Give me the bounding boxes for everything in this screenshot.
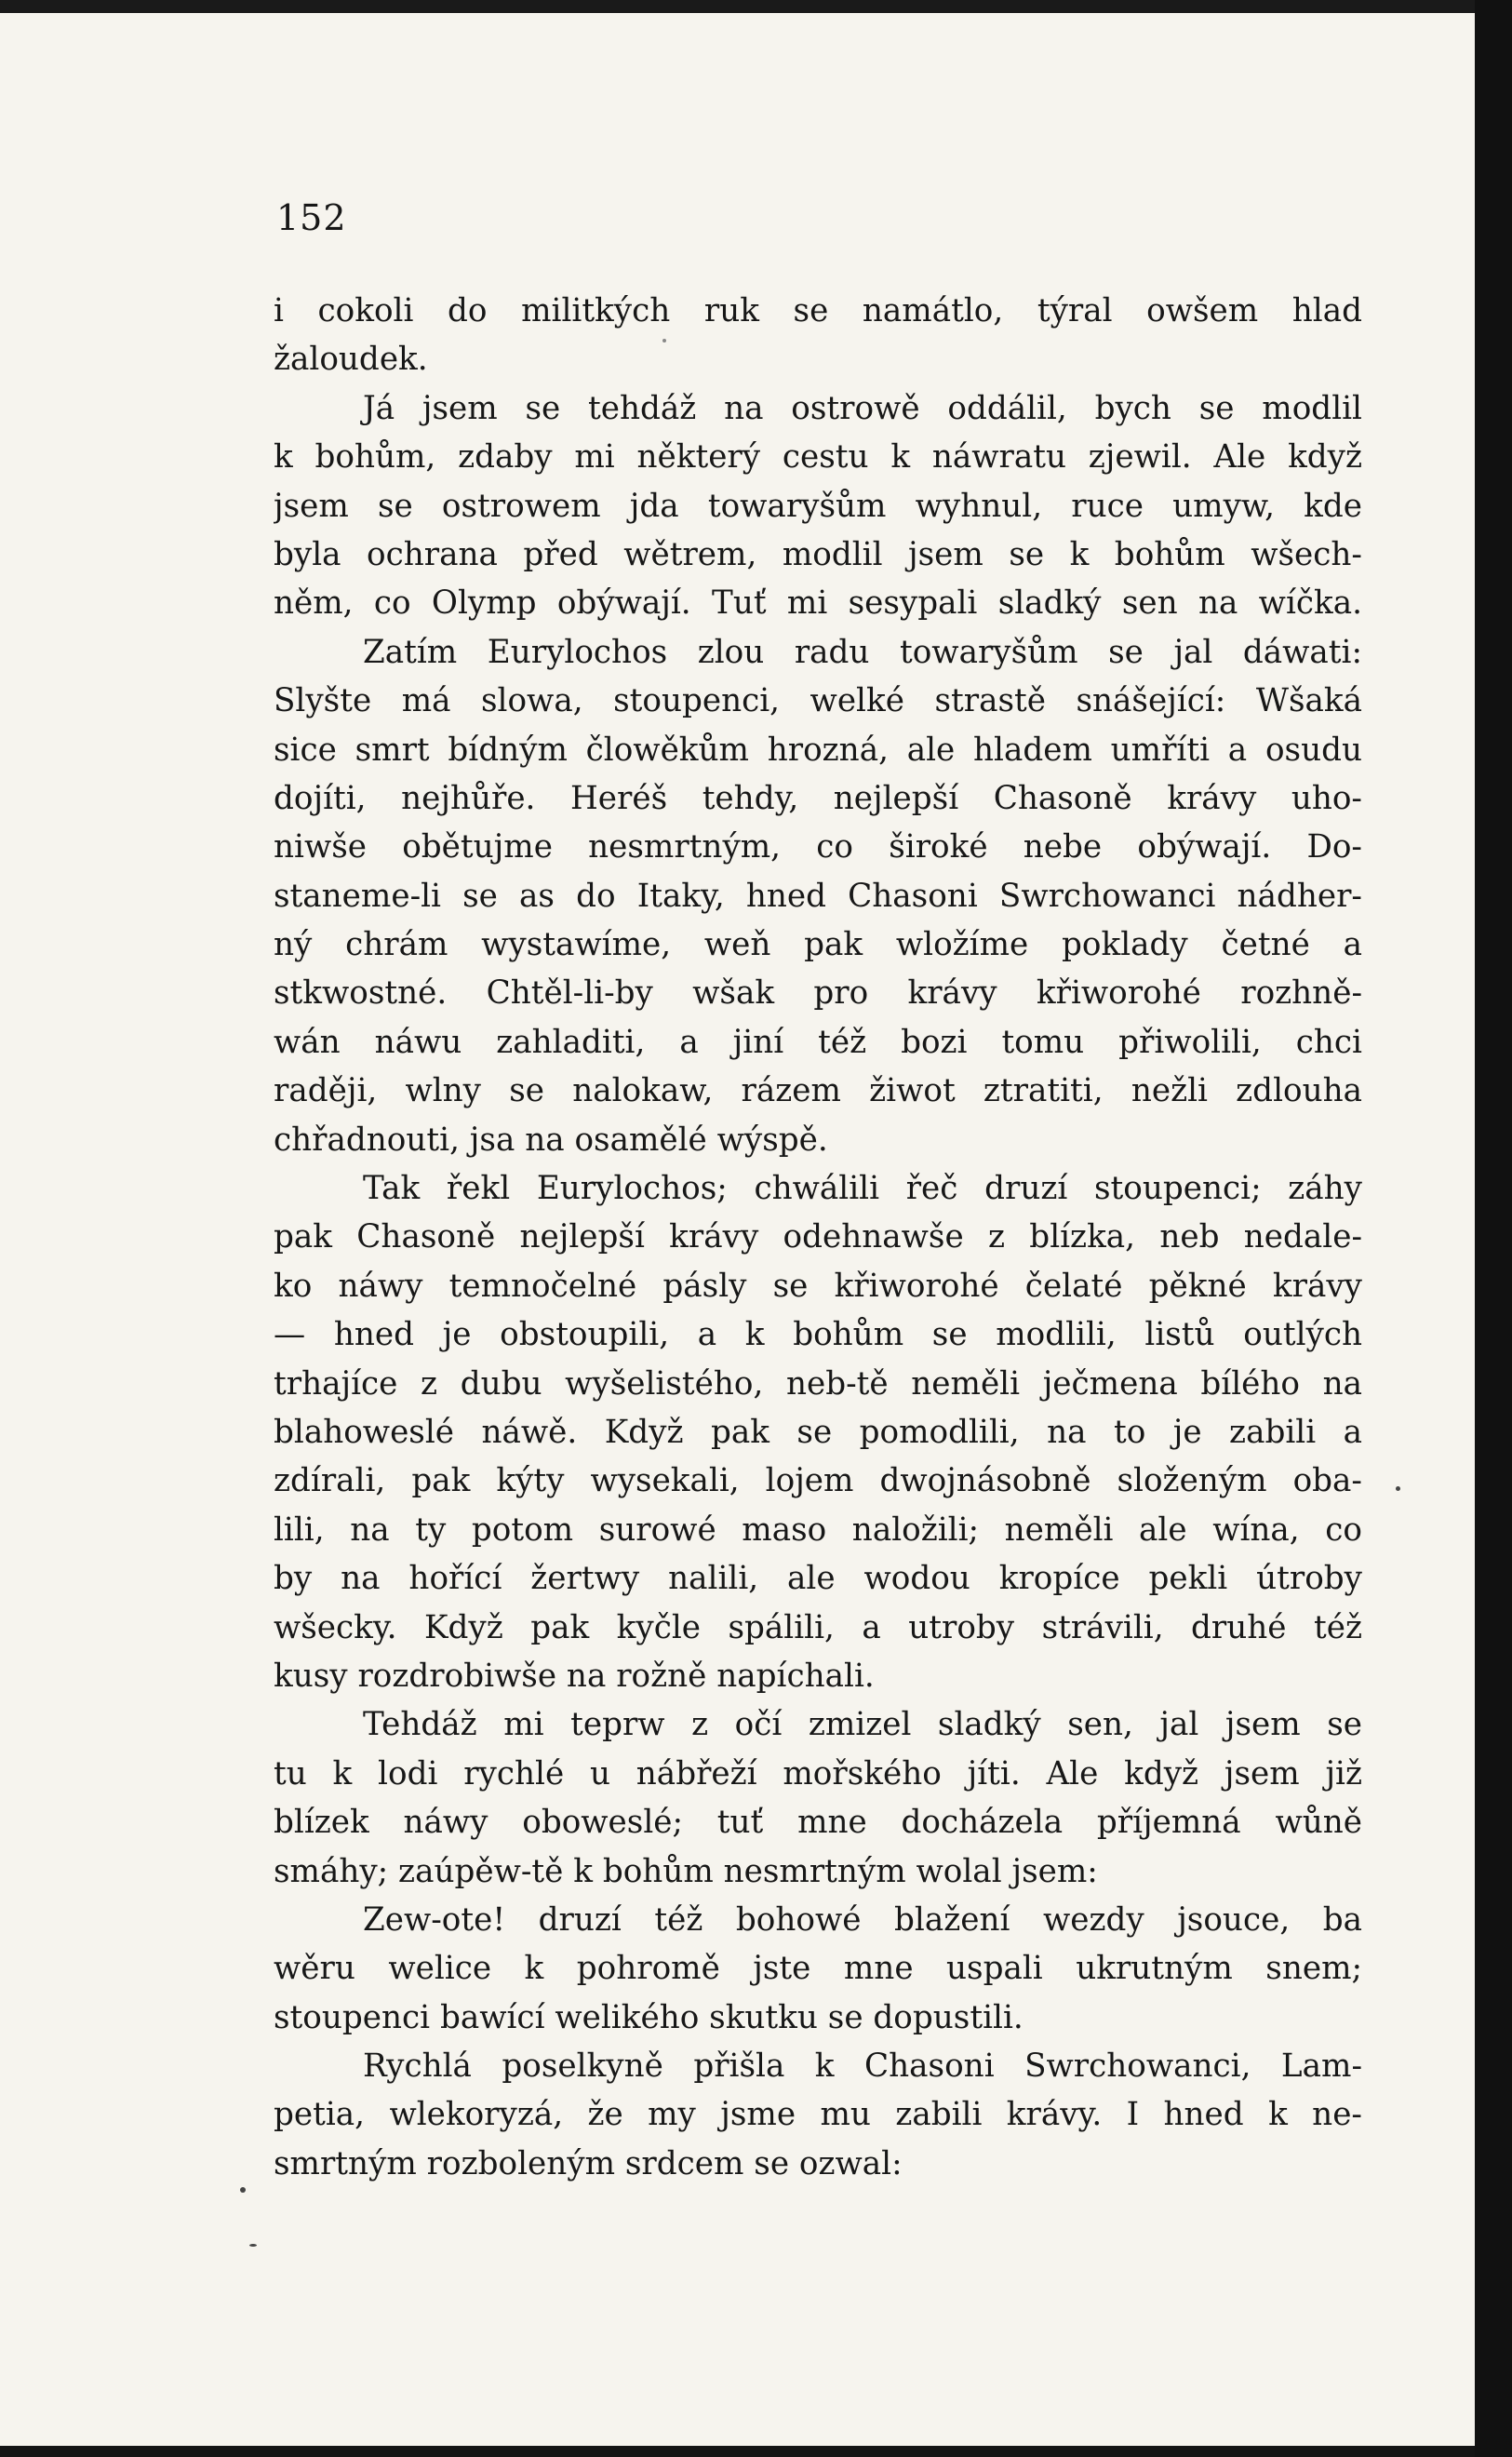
text-line: petia, wlekoryzá, že my jsme mu zabili krávy. I hned k ne- [274,2096,1362,2134]
text-line: Zew-ote! druzí též bohowé blažení wezdy jsouce, ba [363,1900,1362,1939]
text-line: raději, wlny se nalokaw, rázem žiwot ztratiti, nežli zdlouha [274,1072,1362,1110]
scan-speck [662,339,666,342]
text-line: trhajíce z dubu wyšelistého, neb-tě neměli ječmena bílého na [274,1364,1362,1403]
text-line: zdírali, pak kýty wysekali, lojem dwojnásobně složeným oba- [274,1462,1362,1500]
text-line: by na hořící žertwy nalili, ale wodou kropíce pekli útroby [274,1560,1362,1598]
text-line: blahoweslé náwě. Když pak se pomodlili, na to je zabili a [274,1413,1362,1451]
scan-speck [249,2244,257,2247]
text-line: pak Chasoně nejlepší krávy odehnawše z blízka, neb nedale- [274,1218,1362,1256]
text-line: jsem se ostrowem jda towaryšům wyhnul, ruce umyw, kde [274,487,1362,525]
text-line: žaloudek. [274,341,428,379]
text-line: Já jsem se tehdáž na ostrowě oddálil, bych se modlil [363,389,1362,427]
text-line: i cokoli do militkých ruk se namátlo, týral owšem hlad [274,292,1362,329]
text-line: Tak řekl Eurylochos; chwálili řeč druzí stoupenci; záhy [363,1170,1362,1208]
text-line: niwše obětujme nesmrtným, co široké nebe obýwají. Do- [274,828,1362,866]
text-line: dojíti, nejhůře. Heréš tehdy, nejlepší Chasoně krávy uho- [274,779,1362,817]
text-line: smrtným rozboleným srdcem se ozwal: [274,2144,903,2182]
scan-top-border [0,0,1512,13]
text-line: wán náwu zahladiti, a jiní též bozi tomu přiwolili, chci [274,1023,1362,1061]
text-line: chřadnouti, jsa na osamělé wýspě. [274,1121,828,1159]
text-line: wěru welice k pohromě jste mne uspali ukrutným snem; [274,1950,1362,1988]
text-line: tu k lodi rychlé u nábřeží mořského jíti. Ale když jsem již [274,1754,1362,1792]
text-line: byla ochrana před wětrem, modlil jsem se k bohům wšech- [274,535,1362,573]
body-text [274,287,1362,2188]
text-line: sice smrt bídným člowěkům hrozná, ale hladem umříti a osudu [274,731,1362,769]
text-line: smáhy; zaúpěw-tě k bohům nesmrtným wolal jsem: [274,1852,1098,1890]
text-line: kusy rozdrobiwše na rožně napíchali. [274,1657,875,1695]
text-line: — hned je obstoupili, a k bohům se modlili, listů outlých [274,1316,1362,1354]
page-number: 152 [276,197,347,238]
text-line: lili, na ty potom surowé maso naložili; neměli ale wína, co [274,1510,1362,1549]
text-line: ný chrám wystawíme, weň pak wložíme poklady četné a [274,926,1362,964]
text-line: Zatím Eurylochos zlou radu towaryšům se jal dáwati: [363,633,1362,671]
text-line: blízek náwy oboweslé; tuť mne docházela příjemná wůně [274,1804,1362,1842]
text-line: Rychlá poselkyně přišla k Chasoni Swrchowanci, Lam- [363,2048,1362,2086]
book-page [0,13,1475,2446]
text-line: Tehdáž mi teprw z očí zmizel sladký sen, jal jsem se [363,1706,1362,1744]
text-line: staneme-li se as do Itaky, hned Chasoni Swrchowanci nádher- [274,877,1362,915]
scan-right-border [1475,0,1512,2457]
text-line: stoupenci bawící welikého skutku se dopustili. [274,1998,1024,2036]
text-line: k bohům, zdaby mi některý cestu k náwratu zjewil. Ale když [274,438,1362,477]
text-line: stkwostné. Chtěl-li-by wšak pro krávy křiworohé rozhně- [274,974,1362,1013]
text-line: něm, co Olymp obýwají. Tuť mi sesypali sladký sen na wíčka. [274,584,1362,623]
text-line: Slyšte má slowa, stoupenci, welké strastě snášející: Wšaká [274,682,1362,720]
scan-speck [1396,1486,1400,1491]
text-line: ko náwy temnočelné pásly se křiworohé čelaté pěkné krávy [274,1267,1362,1305]
text-line: wšecky. Když pak kyčle spálili, a utroby strávili, druhé též [274,1608,1362,1646]
scan-speck [240,2187,246,2193]
